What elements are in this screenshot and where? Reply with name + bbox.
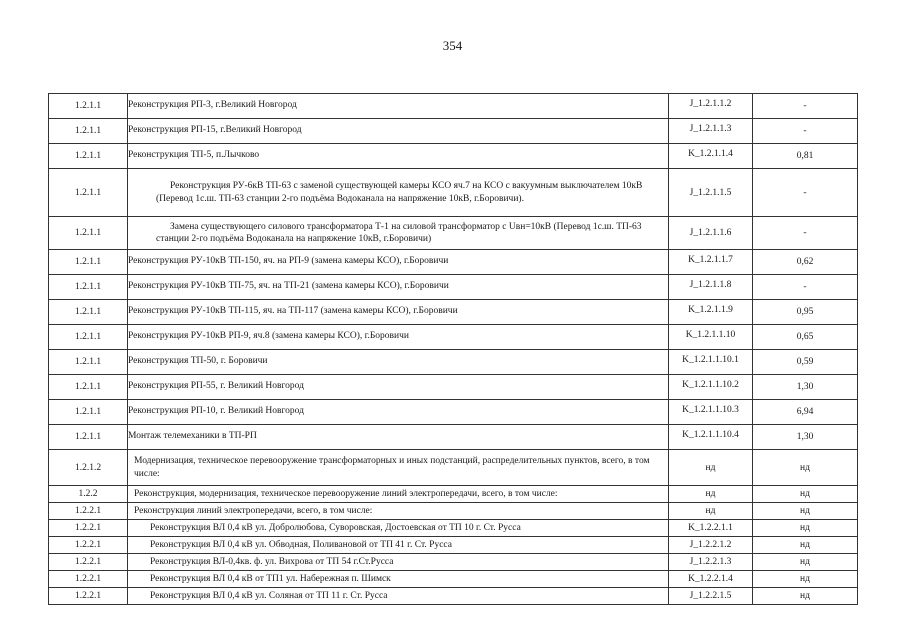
table-row (49, 275, 858, 300)
row-value: нд (753, 571, 858, 588)
table-row (49, 300, 858, 325)
row-id: J_1.2.1.1.6 (669, 217, 753, 250)
row-name: Реконструкция РП-3, г.Великий Новгород (128, 94, 669, 119)
table-row (49, 250, 858, 275)
table-row (49, 169, 858, 217)
row-id: K_1.2.1.1.7 (669, 250, 753, 275)
row-name: Реконструкция РУ-10кВ ТП-150, яч. на РП-9 (замена камеры КСО), г.Боровичи (128, 250, 669, 275)
table-row (49, 588, 858, 605)
row-code: 1.2.1.1 (49, 400, 128, 425)
row-id: K_1.2.1.1.4 (669, 144, 753, 169)
row-id: нд (669, 486, 753, 503)
table-row (49, 375, 858, 400)
row-name: Реконструкция ВЛ 0,4 кВ ул. Добролюбова, Суворовская, Достоевская от ТП 10 г. Ст. Русса (128, 520, 669, 537)
row-value: 0,59 (753, 350, 858, 375)
row-code: 1.2.2.1 (49, 537, 128, 554)
row-code: 1.2.1.1 (49, 217, 128, 250)
table-row (49, 425, 858, 450)
table-row (49, 144, 858, 169)
row-id: K_1.2.1.1.10.2 (669, 375, 753, 400)
row-code: 1.2.1.1 (49, 119, 128, 144)
row-value: нд (753, 486, 858, 503)
table-row (49, 325, 858, 350)
row-code: 1.2.1.1 (49, 144, 128, 169)
investment-table (48, 93, 858, 605)
row-value: нд (753, 503, 858, 520)
row-name: Реконструкция РУ-10кВ ТП-115, яч. на ТП-117 (замена камеры КСО), г.Боровичи (128, 300, 669, 325)
row-code: 1.2.1.1 (49, 350, 128, 375)
table-row (49, 520, 858, 537)
row-value: - (753, 169, 858, 217)
table-row (49, 94, 858, 119)
row-name: Реконструкция РУ-6кВ ТП-63 с заменой существующей камеры КСО яч.7 на КСО с вакуумным выключателем 10кВ (Перевод 1с.ш. ТП-63 станции 2-го подъёма Водоканала на напряжение 10кВ, г.Боровичи). (128, 169, 669, 217)
row-id: J_1.2.2.1.2 (669, 537, 753, 554)
row-value: нд (753, 588, 858, 605)
row-name: Реконструкция РП-55, г. Великий Новгород (128, 375, 669, 400)
row-name: Реконструкция ВЛ 0,4 кВ ул. Обводная, Поливановой от ТП 41 г. Ст. Русса (128, 537, 669, 554)
row-code: 1.2.1.1 (49, 375, 128, 400)
row-id: нд (669, 450, 753, 486)
row-id: нд (669, 503, 753, 520)
row-code: 1.2.2.1 (49, 571, 128, 588)
row-code: 1.2.1.1 (49, 250, 128, 275)
row-name: Реконструкция ВЛ 0,4 кВ от ТП1 ул. Набережная п. Шимск (128, 571, 669, 588)
row-value: нд (753, 450, 858, 486)
table-row (49, 503, 858, 520)
row-code: 1.2.1.2 (49, 450, 128, 486)
row-value: 1,30 (753, 375, 858, 400)
table-row (49, 400, 858, 425)
row-value: 0,95 (753, 300, 858, 325)
row-value: - (753, 217, 858, 250)
row-value: 6,94 (753, 400, 858, 425)
row-code: 1.2.1.1 (49, 94, 128, 119)
row-code: 1.2.1.1 (49, 300, 128, 325)
row-code: 1.2.1.1 (49, 425, 128, 450)
row-value: нд (753, 520, 858, 537)
row-id: K_1.2.1.1.9 (669, 300, 753, 325)
table-row (49, 119, 858, 144)
row-name: Реконструкция ТП-50, г. Боровичи (128, 350, 669, 375)
table-row (49, 571, 858, 588)
row-id: J_1.2.1.1.3 (669, 119, 753, 144)
row-id: K_1.2.2.1.1 (669, 520, 753, 537)
table-row (49, 450, 858, 486)
row-code: 1.2.2.1 (49, 588, 128, 605)
row-id: K_1.2.1.1.10.1 (669, 350, 753, 375)
row-name: Реконструкция РУ-10кВ РП-9, яч.8 (замена камеры КСО), г.Боровичи (128, 325, 669, 350)
row-name: Реконструкция ВЛ 0,4 кВ ул. Соляная от ТП 11 г. Ст. Русса (128, 588, 669, 605)
page-number: 354 (442, 38, 463, 53)
row-value: 1,30 (753, 425, 858, 450)
row-id: J_1.2.1.1.5 (669, 169, 753, 217)
table-row (49, 537, 858, 554)
row-id: J_1.2.1.1.8 (669, 275, 753, 300)
table-row (49, 554, 858, 571)
row-value: - (753, 94, 858, 119)
row-code: 1.2.2.1 (49, 520, 128, 537)
row-code: 1.2.2.1 (49, 554, 128, 571)
row-name: Реконструкция ТП-5, п.Лычково (128, 144, 669, 169)
row-code: 1.2.1.1 (49, 325, 128, 350)
row-code: 1.2.1.1 (49, 169, 128, 217)
row-name: Реконструкция РУ-10кВ ТП-75, яч. на ТП-21 (замена камеры КСО), г.Боровичи (128, 275, 669, 300)
table-row (49, 486, 858, 503)
table-row (49, 350, 858, 375)
row-id: J_1.2.2.1.5 (669, 588, 753, 605)
row-value: - (753, 119, 858, 144)
row-name: Реконструкция ВЛ-0,4кв. ф. ул. Вихрова от ТП 54 г.Ст.Русса (128, 554, 669, 571)
row-value: 0,65 (753, 325, 858, 350)
row-value: нд (753, 554, 858, 571)
row-name: Реконструкция РП-15, г.Великий Новгород (128, 119, 669, 144)
row-id: K_1.2.1.1.10 (669, 325, 753, 350)
row-name: Монтаж телемеханики в ТП-РП (128, 425, 669, 450)
row-name: Реконструкция, модернизация, техническое перевооружение линий электропередачи, всего, в том числе: (128, 486, 669, 503)
row-code: 1.2.1.1 (49, 275, 128, 300)
row-id: K_1.2.2.1.4 (669, 571, 753, 588)
row-id: K_1.2.1.1.10.3 (669, 400, 753, 425)
table-row (49, 217, 858, 250)
row-name: Реконструкция линий электропередачи, всего, в том числе: (128, 503, 669, 520)
row-name: Замена существующего силового трансформатора Т-1 на силовой трансформатор с Uвн=10кВ (Перевод 1с.ш. ТП-63 станции 2-го подъёма Водоканала на напряжение 10кВ, г.Боровичи) (128, 217, 669, 250)
row-id: K_1.2.1.1.10.4 (669, 425, 753, 450)
row-code: 1.2.2 (49, 486, 128, 503)
row-value: нд (753, 537, 858, 554)
row-value: 0,81 (753, 144, 858, 169)
row-code: 1.2.2.1 (49, 503, 128, 520)
row-id: J_1.2.2.1.3 (669, 554, 753, 571)
row-value: - (753, 275, 858, 300)
row-name: Реконструкция РП-10, г. Великий Новгород (128, 400, 669, 425)
row-name: Модернизация, техническое перевооружение трансформаторных и иных подстанций, распределительных пунктов, всего, в том числе: (128, 450, 669, 486)
row-value: 0,62 (753, 250, 858, 275)
row-id: J_1.2.1.1.2 (669, 94, 753, 119)
